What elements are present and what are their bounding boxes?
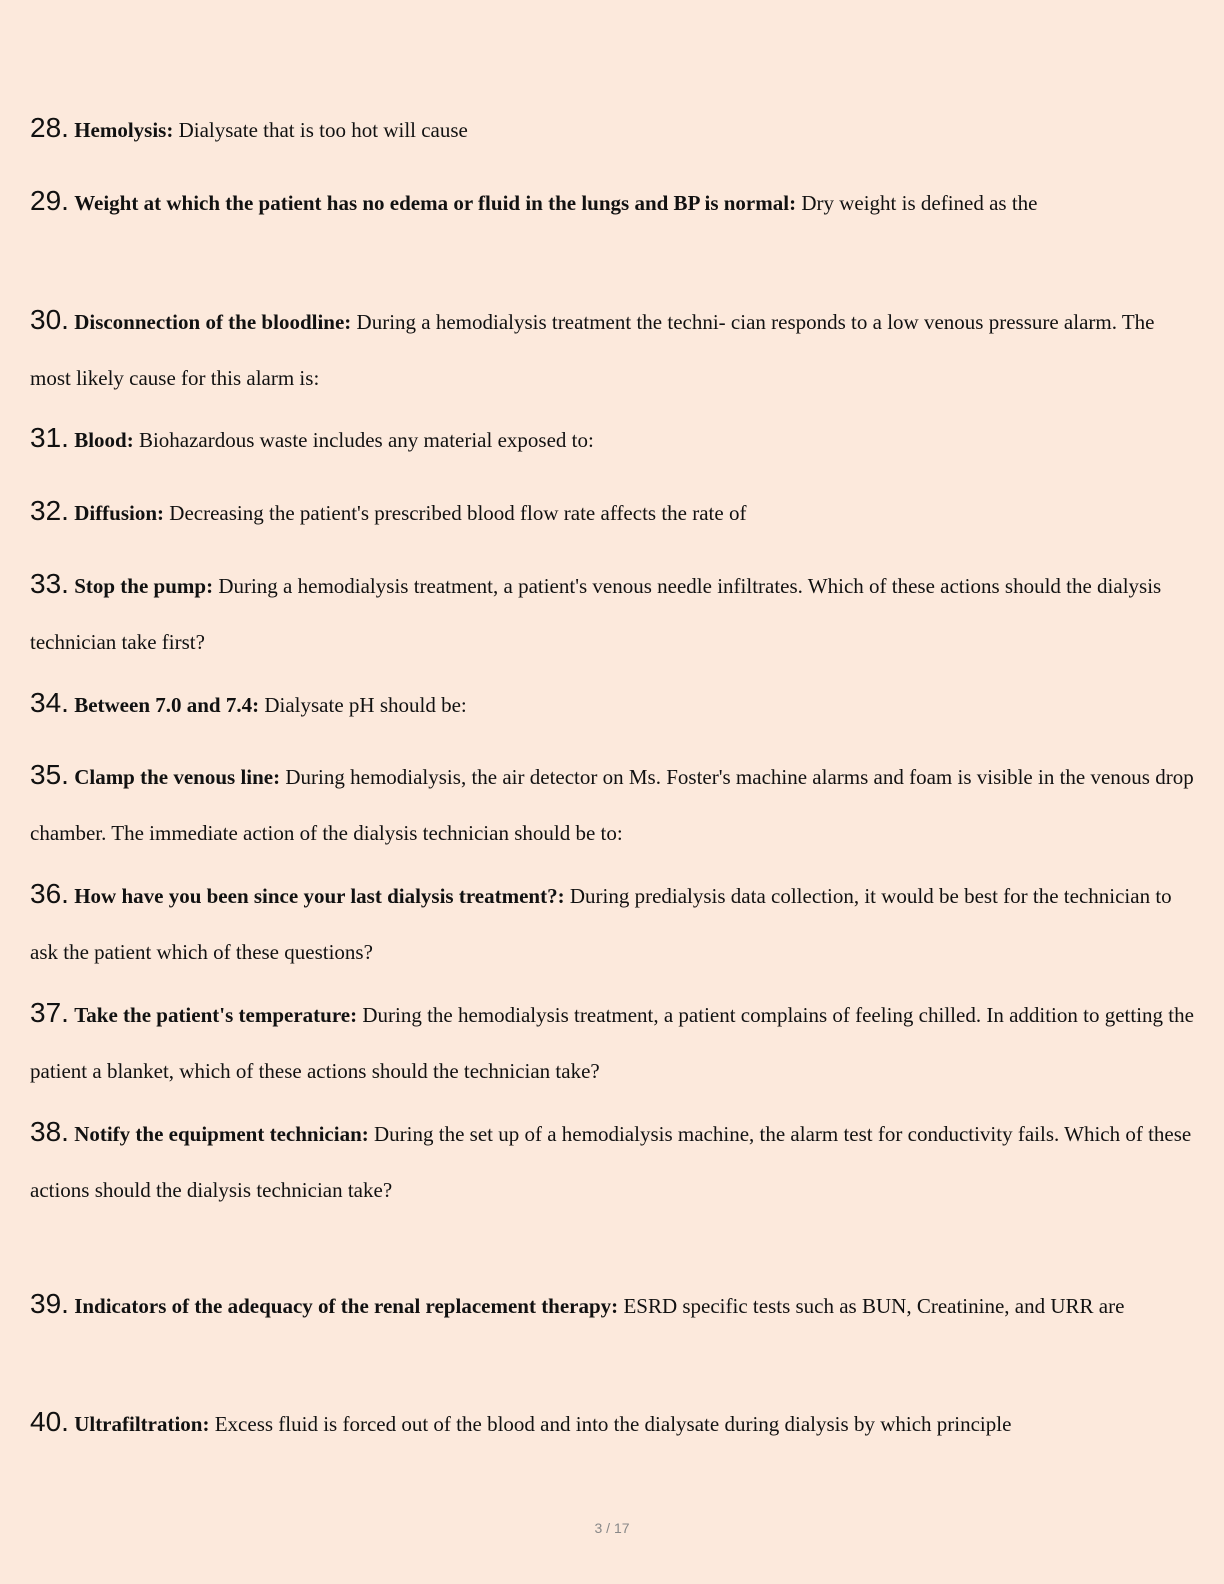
question-item-37 bbox=[30, 985, 1200, 1099]
item-number: 29. bbox=[30, 185, 69, 216]
item-question: Dialysate pH should be: bbox=[264, 693, 467, 717]
item-question: During a hemodialysis treatment, a patient's venous needle infiltrates. Which of these actions should the dialysis technician take first? bbox=[30, 574, 1162, 654]
item-question: During hemodialysis, the air detector on Ms. Foster's machine alarms and foam is visible in the venous drop chamber. The immediate action of the dialysis technician should be to: bbox=[30, 765, 1194, 845]
item-number: 30. bbox=[30, 304, 69, 335]
item-answer: How have you been since your last dialysis treatment?: bbox=[74, 884, 565, 908]
item-question: Decreasing the patient's prescribed blood flow rate affects the rate of bbox=[169, 501, 747, 525]
item-number: 32. bbox=[30, 495, 69, 526]
item-answer: Weight at which the patient has no edema or fluid in the lungs and BP is normal: bbox=[74, 191, 797, 215]
question-item-32 bbox=[30, 483, 1200, 541]
question-item-28 bbox=[30, 100, 1200, 158]
item-answer: Clamp the venous line: bbox=[74, 765, 281, 789]
question-item-39 bbox=[30, 1276, 1200, 1334]
item-question: Dry weight is defined as the bbox=[801, 191, 1038, 215]
item-answer: Disconnection of the bloodline: bbox=[74, 310, 352, 334]
item-question: Excess fluid is forced out of the blood and into the dialysate during dialysis by which principle bbox=[214, 1412, 1012, 1436]
item-answer: Ultrafiltration: bbox=[74, 1412, 210, 1436]
item-question: ESRD specific tests such as BUN, Creatinine, and URR are bbox=[623, 1294, 1125, 1318]
item-answer: Indicators of the adequacy of the renal replacement therapy: bbox=[74, 1294, 619, 1318]
item-answer: Notify the equipment technician: bbox=[74, 1122, 369, 1146]
item-answer: Blood: bbox=[74, 428, 134, 452]
item-answer: Stop the pump: bbox=[74, 574, 214, 598]
question-item-40 bbox=[30, 1394, 1200, 1452]
item-number: 39. bbox=[30, 1288, 69, 1319]
item-number: 33. bbox=[30, 568, 69, 599]
item-question: During the hemodialysis treatment, a patient complains of feeling chilled. In addition to getting the patient a blanket, which of these actions should the technician take? bbox=[30, 1003, 1194, 1083]
item-number: 28. bbox=[30, 112, 69, 143]
item-number: 34. bbox=[30, 687, 69, 718]
question-item-38 bbox=[30, 1104, 1200, 1218]
question-item-36 bbox=[30, 866, 1200, 980]
item-number: 40. bbox=[30, 1406, 69, 1437]
question-item-31 bbox=[30, 410, 1200, 468]
item-answer: Diffusion: bbox=[74, 501, 165, 525]
item-number: 37. bbox=[30, 997, 69, 1028]
item-answer: Take the patient's temperature: bbox=[74, 1003, 358, 1027]
item-question: During the set up of a hemodialysis machine, the alarm test for conductivity fails. Which of these actions should the dialysis technician take? bbox=[30, 1122, 1192, 1202]
item-question: Dialysate that is too hot will cause bbox=[178, 118, 468, 142]
page-number: 3 / 17 bbox=[594, 1520, 630, 1536]
question-item-29 bbox=[30, 173, 1200, 231]
item-question: During predialysis data collection, it would be best for the technician to ask the patient which of these questions? bbox=[30, 884, 1172, 964]
item-answer: Hemolysis: bbox=[74, 118, 174, 142]
question-item-30 bbox=[30, 292, 1200, 406]
item-question: During a hemodialysis treatment the techni- cian responds to a low venous pressure alarm. The most likely cause for this alarm is: bbox=[30, 310, 1155, 390]
item-answer: Between 7.0 and 7.4: bbox=[74, 693, 260, 717]
item-question: Biohazardous waste includes any material exposed to: bbox=[138, 428, 594, 452]
item-number: 31. bbox=[30, 422, 69, 453]
item-number: 38. bbox=[30, 1116, 69, 1147]
question-item-33 bbox=[30, 556, 1200, 670]
question-item-34 bbox=[30, 675, 1200, 733]
question-item-35 bbox=[30, 747, 1200, 861]
item-number: 36. bbox=[30, 878, 69, 909]
item-number: 35. bbox=[30, 759, 69, 790]
